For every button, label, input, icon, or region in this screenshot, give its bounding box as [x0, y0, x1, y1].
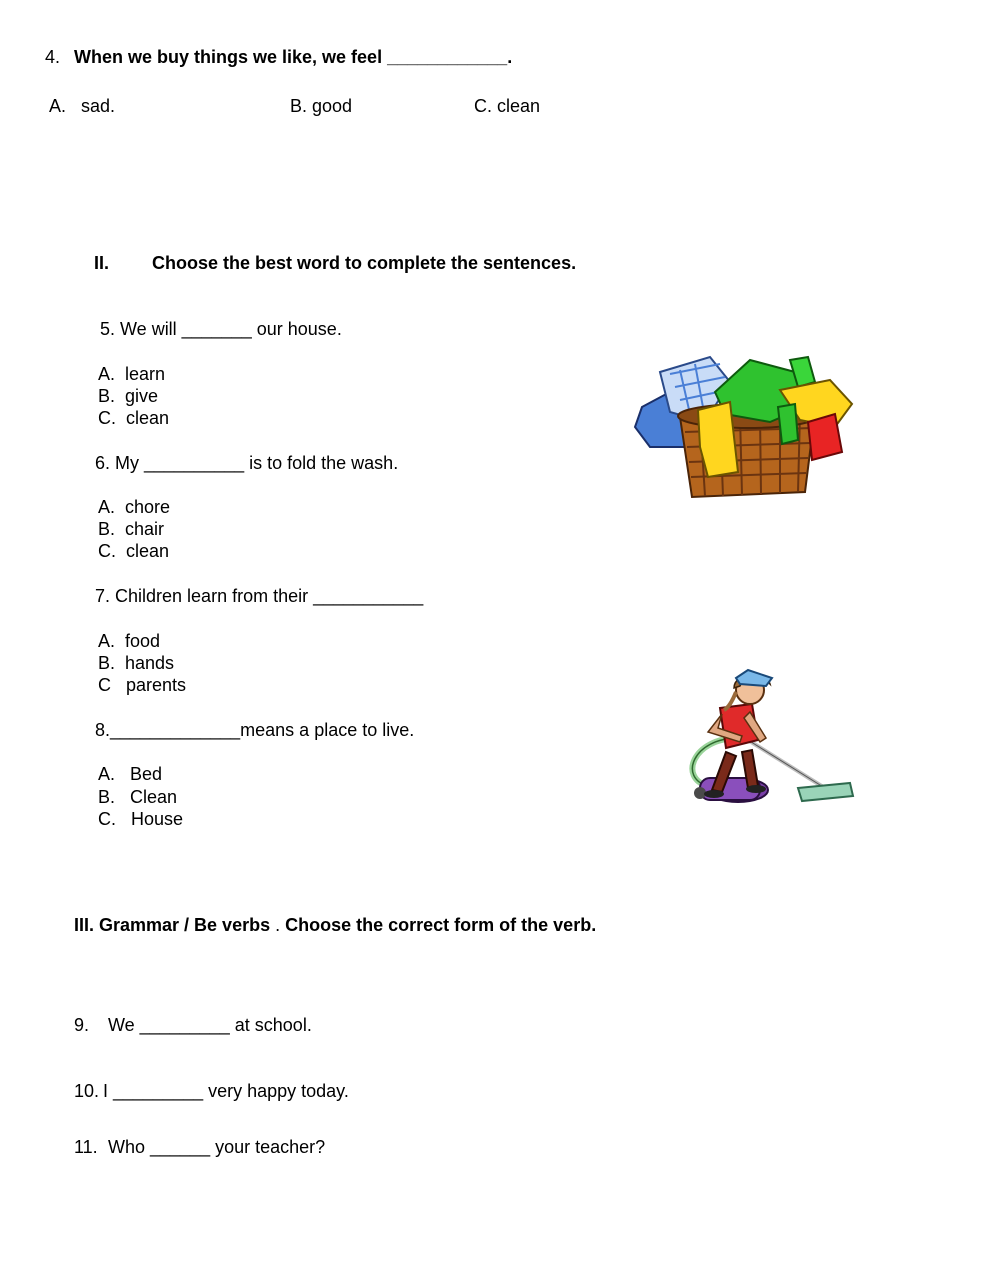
q6-option-a: A. chore	[98, 497, 171, 517]
q8-option-b: B. Clean	[98, 787, 178, 807]
q5-option-a: A. learn	[98, 364, 166, 384]
section3-instruction: Choose the correct form of the verb.	[285, 915, 597, 935]
q6-option-c: C. clean	[98, 541, 170, 561]
q4-question: When we buy things we like, we feel ____________.	[74, 47, 513, 67]
section2-numeral: II.	[94, 253, 110, 273]
q6-option-b: B. chair	[98, 519, 165, 539]
q5-option-b: B. give	[98, 386, 159, 406]
q5-option-c: C. clean	[98, 408, 170, 428]
section3-title	[74, 914, 596, 936]
q4-option-c: C. clean	[474, 96, 541, 116]
q7-option-b: B. hands	[98, 653, 175, 673]
q9-question: We _________ at school.	[108, 1015, 312, 1035]
vacuuming-woman-illustration	[678, 668, 858, 816]
q9-number: 9.	[74, 1015, 90, 1035]
q4-option-a: A. sad.	[49, 96, 116, 116]
section3-dot: .	[275, 915, 281, 935]
q8-question: 8._____________means a place to live.	[95, 720, 415, 740]
q7-option-c: C parents	[98, 675, 187, 695]
laundry-basket-illustration	[630, 352, 860, 502]
q11-question: Who ______ your teacher?	[108, 1137, 326, 1157]
q7-option-a: A. food	[98, 631, 161, 651]
q6-question: 6. My __________ is to fold the wash.	[95, 453, 399, 473]
q7-question: 7. Children learn from their ___________	[95, 586, 424, 606]
section3-heading: III. Grammar / Be verbs	[74, 915, 271, 935]
q5-question: 5. We will _______ our house.	[100, 319, 342, 339]
q4-number: 4.	[45, 47, 61, 67]
q8-option-c: C. House	[98, 809, 184, 829]
q4-option-b: B. good	[290, 96, 353, 116]
q8-option-a: A. Bed	[98, 764, 163, 784]
section2-title: Choose the best word to complete the sentences.	[152, 253, 577, 273]
q10-number: 10.	[74, 1081, 100, 1101]
q11-number: 11.	[74, 1137, 98, 1157]
q10-question: I _________ very happy today.	[103, 1081, 349, 1101]
